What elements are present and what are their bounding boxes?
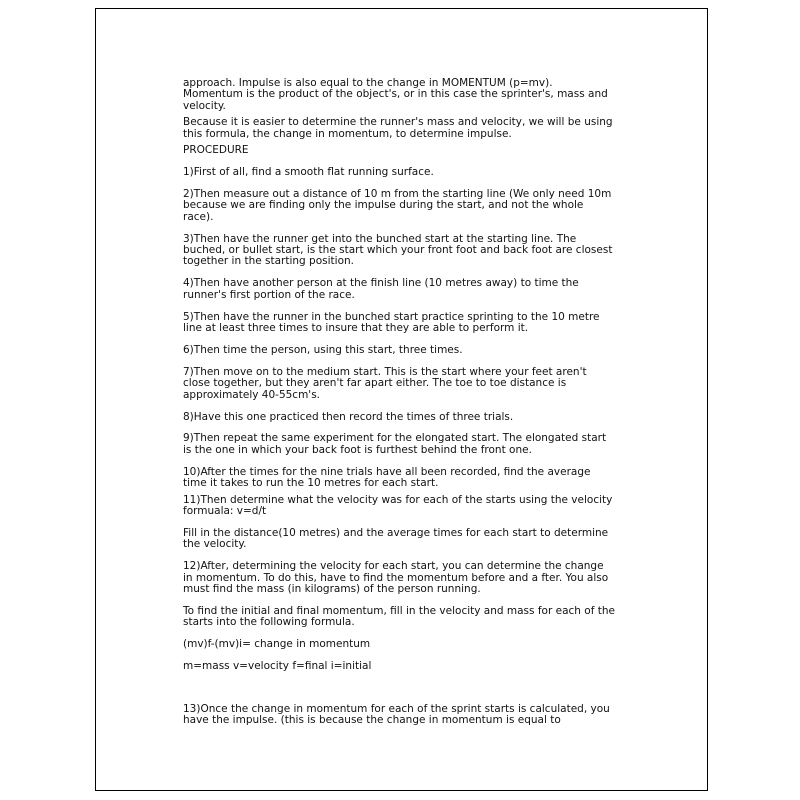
step-10: 10)After the times for the nine trials have all been recorded, find the average time it takes to run the 10 metres for each start.: [183, 465, 591, 490]
document-page: [95, 8, 708, 791]
paragraph-because-easier: Because it is easier to determine the runner's mass and velocity, we will be using this formula, the change in momentum, to determine impulse.: [183, 116, 613, 140]
heading-procedure: PROCEDURE: [183, 144, 249, 157]
step-12: 12)After, determining the velocity for each start, you can determine the change in momentum. To do this, have to find the momentum before and a fter. You also must find the mass (in kilograms) of the person running.: [183, 560, 609, 595]
step-7: 7)Then move on to the medium start. This is the start where your feet aren't close together, but they aren't far apart either. The toe to toe distance is approximately 40-55cm's.: [183, 365, 587, 401]
paragraph-impulse-momentum: approach. Impulse is also equal to the change in MOMENTUM (p=mv). Momentum is the product of the object's, or in this case the sprinter's, mass and velocity.: [183, 77, 608, 112]
text-column: [183, 78, 615, 726]
paragraph-to-find-momentum: To find the initial and final momentum, fill in the velocity and mass for each of the starts into the following formula.: [183, 604, 615, 629]
step-13: 13)Once the change in momentum for each of the sprint starts is calculated, you have the impulse. (this is because the change in momentum is equal to: [183, 702, 610, 726]
step-9: 9)Then repeat the same experiment for the elongated start. The elongated start is the one in which your back foot is furthest behind the front one.: [183, 432, 607, 456]
formula-change-in-momentum: (mv)f-(mv)i= change in momentum: [183, 638, 371, 651]
step-5: 5)Then have the runner in the bunched start practice sprinting to the 10 metre line at least three times to insure that they are able to perform it.: [183, 310, 600, 334]
step-1: 1)First of all, find a smooth flat running surface.: [183, 165, 434, 178]
step-8: 8)Have this one practiced then record the times of three trials.: [183, 410, 514, 423]
paragraph-fill-in-distance: Fill in the distance(10 metres) and the average times for each start to determine the velocity.: [183, 526, 609, 551]
step-4: 4)Then have another person at the finish line (10 metres away) to time the runner's first portion of the race.: [183, 277, 579, 301]
step-2: 2)Then measure out a distance of 10 m from the starting line (We only need 10m because we are finding only the impulse during the start, and not the whole race).: [183, 187, 612, 223]
step-3: 3)Then have the runner get into the bunched start at the starting line. The buched, or bullet start, is the start which your front foot and back foot are closest together in the starting position.: [183, 232, 613, 268]
step-6: 6)Then time the person, using this start, three times.: [183, 343, 463, 356]
formula-variable-legend: m=mass v=velocity f=final i=initial: [183, 660, 372, 673]
step-11: 11)Then determine what the velocity was for each of the starts using the velocity formuala: v=d/t: [183, 493, 613, 517]
